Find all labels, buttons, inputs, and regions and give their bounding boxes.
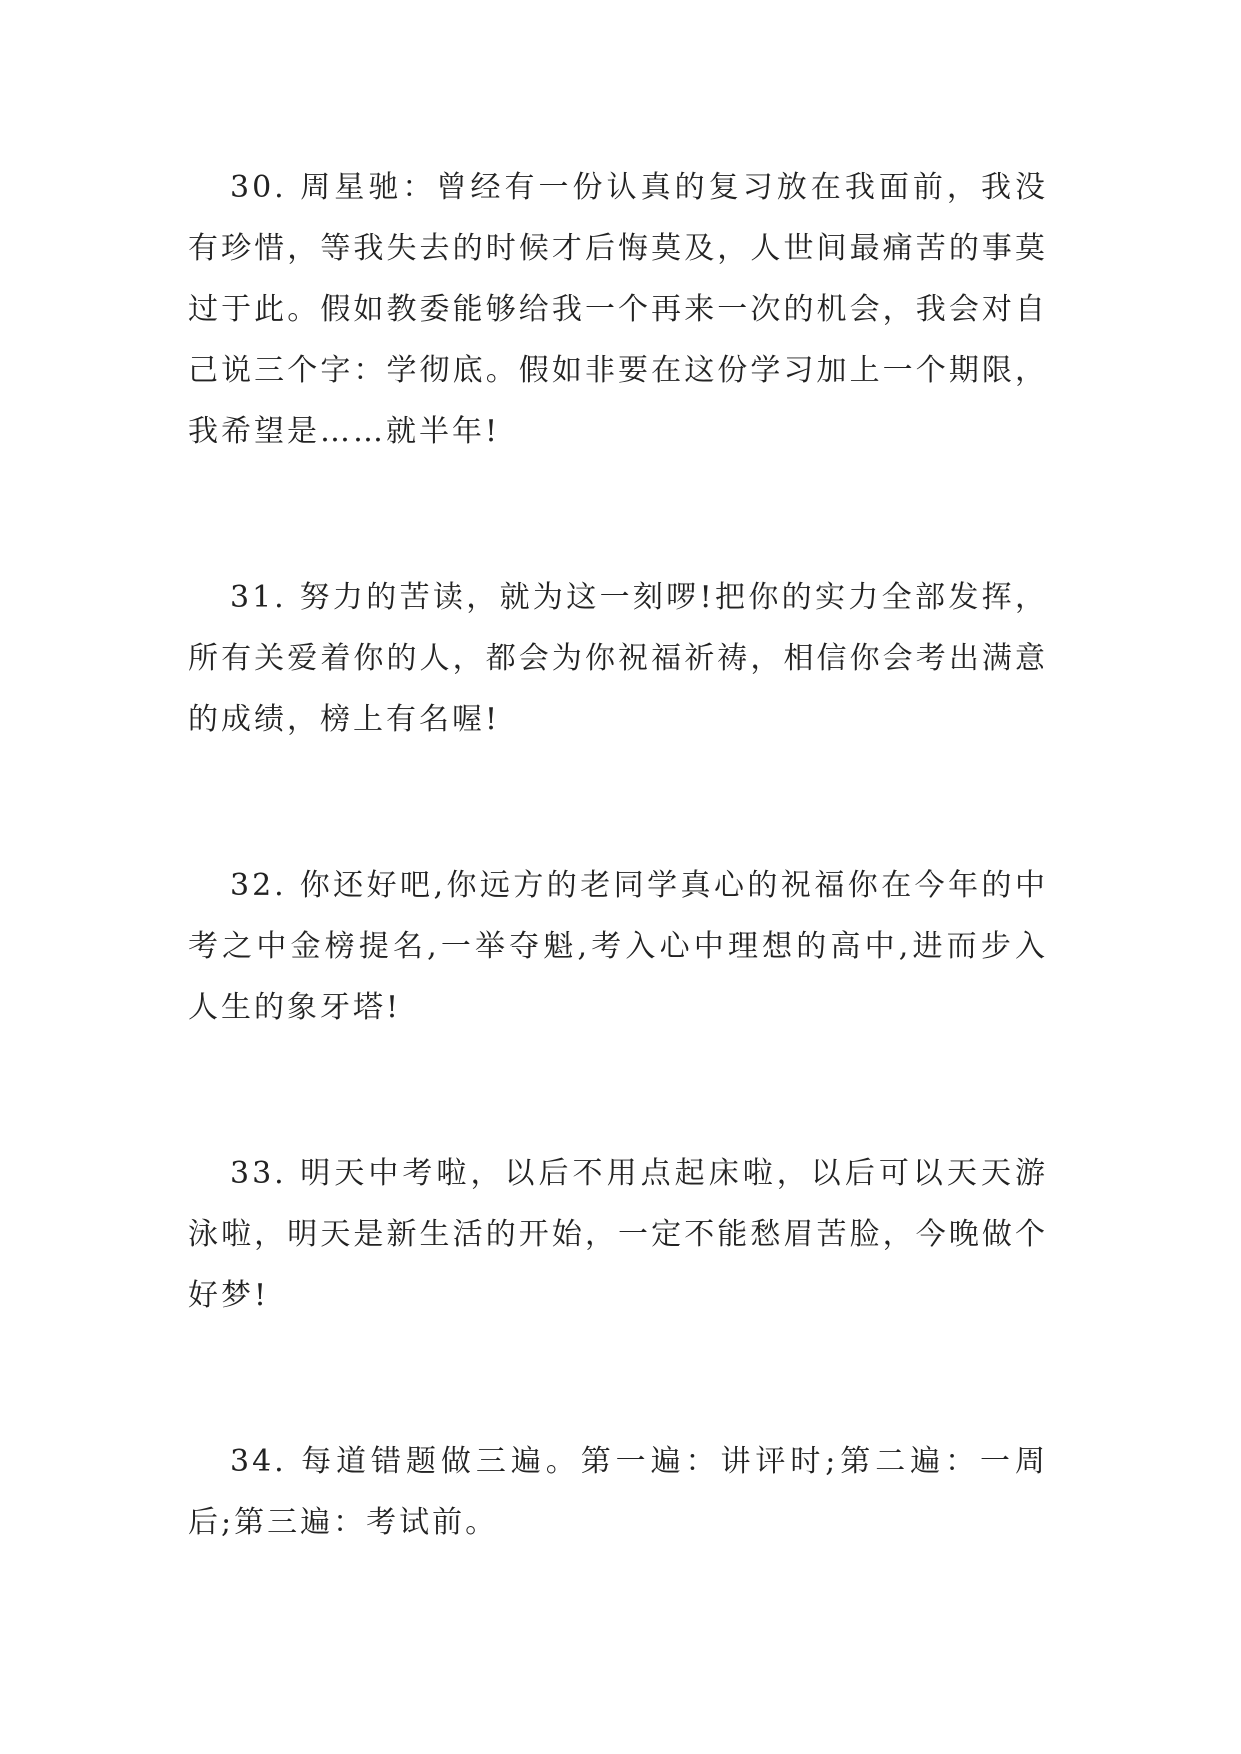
paragraph-31: 31. 努力的苦读，就为这一刻啰!把你的实力全部发挥，所有关爱着你的人，都会为你祝福祈祷，相信你会考出满意的成绩，榜上有名喔! <box>188 580 1048 737</box>
paragraph-30: 30. 周星驰：曾经有一份认真的复习放在我面前，我没有珍惜，等我失去的时候才后悔莫及，人世间最痛苦的事莫过于此。假如教委能够给我一个再来一次的机会，我会对自己说三个字：学彻底。假如非要在这份学习加上一个期限，我希望是……就半年! <box>188 170 1048 449</box>
paragraph-34: 34. 每道错题做三遍。第一遍：讲评时;第二遍：一周后;第三遍：考试前。 <box>188 1444 1048 1540</box>
paragraph-32: 32. 你还好吧,你远方的老同学真心的祝福你在今年的中考之中金榜提名,一举夺魁,考入心中理想的高中,进而步入人生的象牙塔! <box>188 868 1048 1025</box>
paragraph-33: 33. 明天中考啦，以后不用点起床啦，以后可以天天游泳啦，明天是新生活的开始，一定不能愁眉苦脸，今晚做个好梦! <box>188 1156 1048 1313</box>
